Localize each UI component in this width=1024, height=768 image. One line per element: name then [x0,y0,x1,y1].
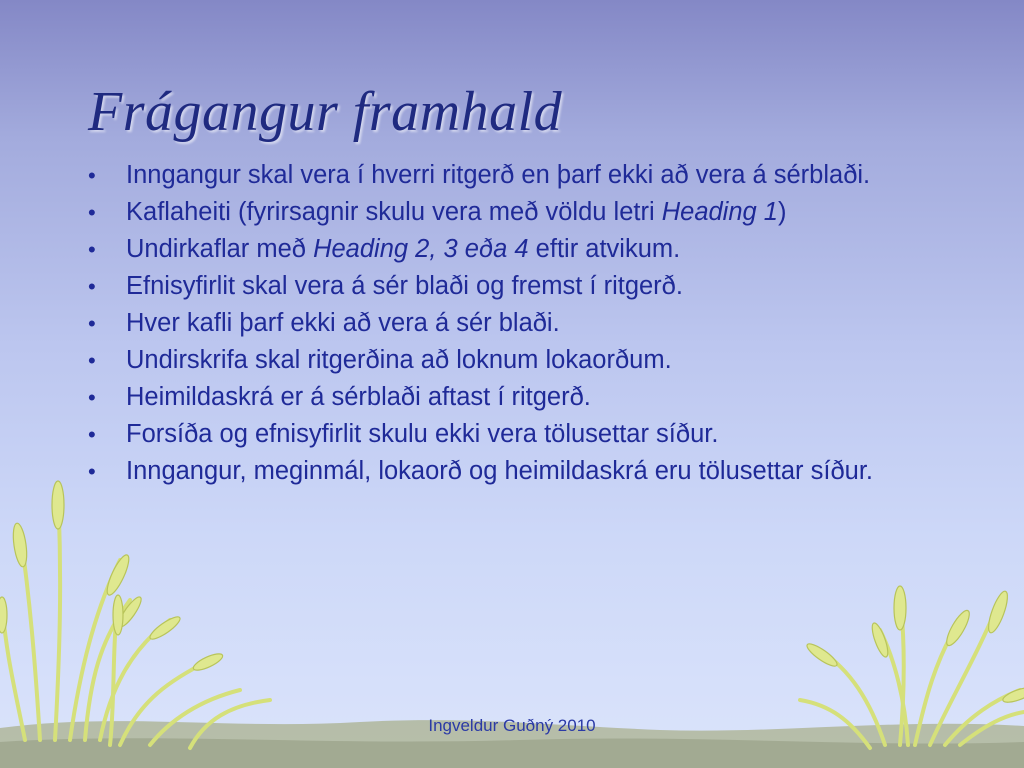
bullet-item: • Inngangur, meginmál, lokaorð og heimildaskrá eru tölusettar síður. [88,457,873,485]
bullet-dot-icon: • [88,274,96,299]
bullet-dot-icon: • [88,200,96,225]
bullet-list [84,160,964,493]
slide-footer: Ingveldur Guðný 2010 [428,716,596,735]
slide-title: Frágangur framhald [88,81,563,143]
bullet-dot-icon: • [88,422,96,447]
bullet-item: • Efnisyfirlit skal vera á sér blaði og fremst í ritgerð. [88,272,683,300]
bullet-dot-icon: • [88,237,96,262]
bullet-dot-icon: • [88,459,96,484]
grass-illustration-left [2,490,270,748]
bullet-dot-icon: • [88,385,96,410]
bullet-item: • Inngangur skal vera í hverri ritgerð en þarf ekki að vera á sérblaði. [88,161,871,189]
bullet-item: • Hver kafli þarf ekki að vera á sér blaði. [88,309,560,337]
bullet-dot-icon: • [88,311,96,336]
bullet-item: • Undirskrifa skal ritgerðina að loknum lokaorðum. [88,346,672,374]
bullet-item: • Heimildaskrá er á sérblaði aftast í ritgerð. [88,383,591,411]
bullet-item: • Undirkaflar með Heading 2, 3 eða 4 eftir atvikum. [88,235,681,263]
bullet-item: • Kaflaheiti (fyrirsagnir skulu vera með völdu letri Heading 1) [88,198,787,226]
bullet-dot-icon: • [88,348,96,373]
bullet-dot-icon: • [88,163,96,188]
bullet-item: • Forsíða og efnisyfirlit skulu ekki vera tölusettar síður. [88,420,719,448]
